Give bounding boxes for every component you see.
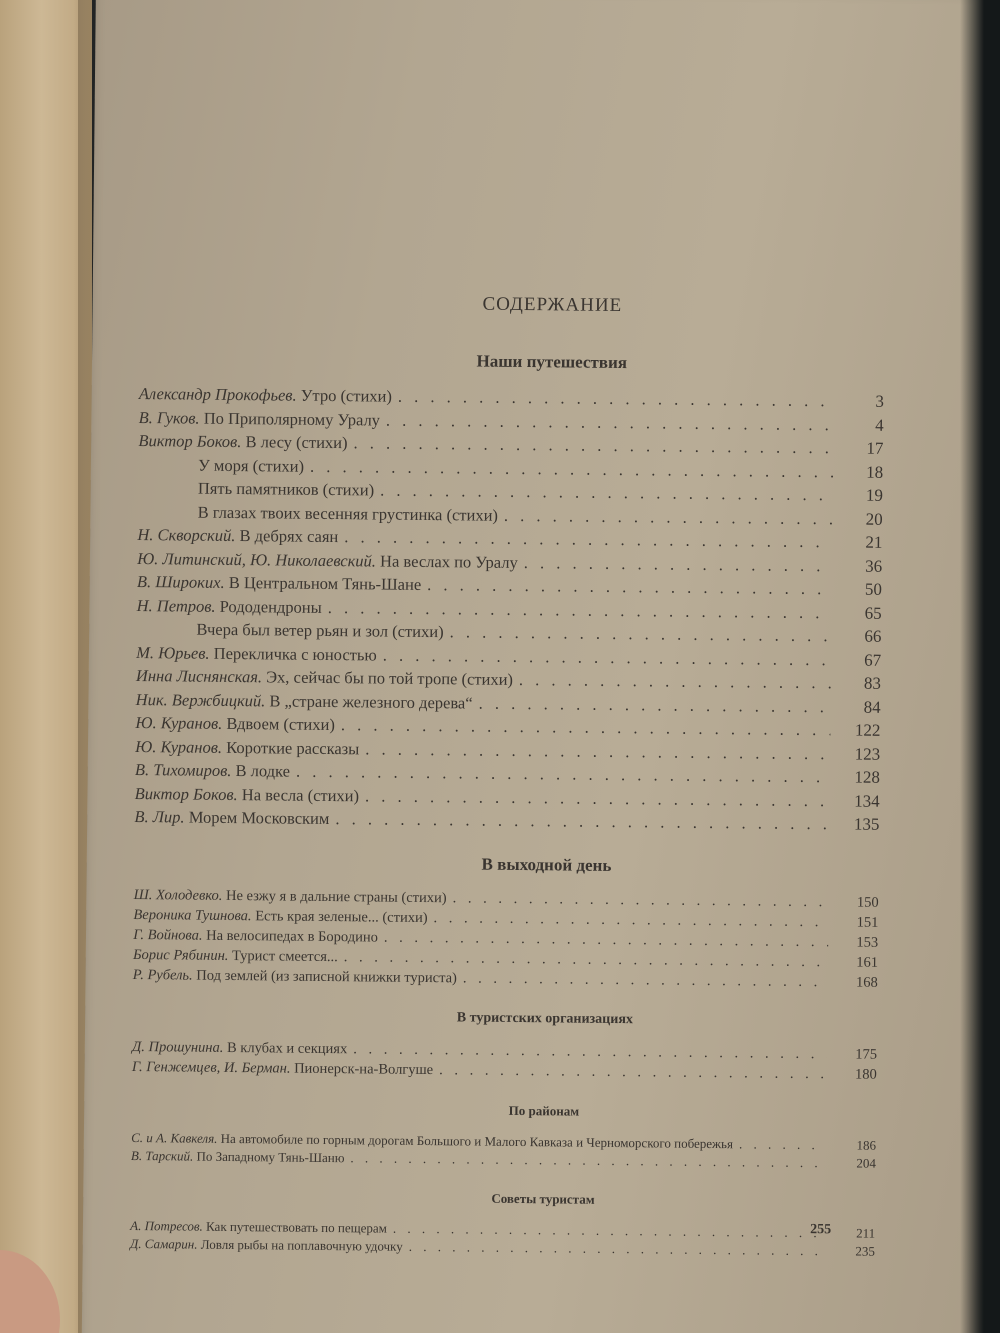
entry-title: Вчера был ветер рьян и зол (стихи) <box>196 619 444 642</box>
leader-dots <box>739 1135 826 1154</box>
entry-author: Г. Генжемцев, И. Берман. <box>131 1058 291 1077</box>
entry-title: У моря (стихи) <box>198 455 305 476</box>
entry-author: Ю. Куранов. <box>135 736 223 757</box>
entry-page: 17 <box>866 438 884 458</box>
entry-title: На велосипедах в Бородино <box>206 927 378 946</box>
entry-page: 128 <box>854 767 881 787</box>
entry-title: В глазах твоих весенняя грустинка (стихи) <box>197 502 499 525</box>
entry-author: Р. Рубель. <box>132 966 193 984</box>
entry-page: 123 <box>854 744 881 764</box>
entry-title: Турист смеется... <box>231 947 338 965</box>
entry-page: 65 <box>864 603 882 623</box>
entry-page: 186 <box>856 1137 877 1153</box>
entry-author: Виктор Боков. <box>134 783 238 804</box>
entry-page: 151 <box>856 914 879 931</box>
entry-author: В. Лир. <box>134 806 185 827</box>
entry-author: Г. Войнова. <box>133 926 203 944</box>
entry-page: 180 <box>854 1066 877 1083</box>
entry-page: 211 <box>856 1225 876 1241</box>
entry-page: 122 <box>854 720 881 740</box>
background-shadow <box>960 0 1000 1333</box>
entry-author: Виктор Боков. <box>138 430 242 452</box>
entry-page: 168 <box>855 974 878 991</box>
entry-title: В Центральном Тянь-Шане <box>228 572 422 594</box>
entry-author: Ю. Литинский, Ю. Николаевский. <box>137 548 377 570</box>
entry-title: Вдвоем (стихи) <box>226 713 335 735</box>
entry-author: Ник. Вержбицкий. <box>135 689 266 710</box>
entry-title: По Приполярному Уралу <box>203 408 381 430</box>
entry-author: В. Тарский. <box>130 1147 194 1164</box>
entry-title: Ловля рыбы на поплавочную удочку <box>200 1236 403 1254</box>
entry-page: 150 <box>856 894 879 911</box>
toc-list <box>131 1128 876 1172</box>
leader-dots <box>409 1237 825 1259</box>
entry-page: 135 <box>853 814 880 834</box>
entry-author: Д. Прошунина. <box>131 1038 224 1056</box>
entry-title: Пять памятников (стихи) <box>197 478 375 500</box>
toc-list <box>133 884 879 992</box>
entry-author: Д. Самарин. <box>129 1235 198 1252</box>
entry-title: На веслах по Уралу <box>380 551 518 572</box>
entry-page: 3 <box>875 391 884 411</box>
entry-title: Эх, сейчас бы по той тропе (стихи) <box>266 667 514 689</box>
entry-author: Н. Скворский. <box>137 524 236 546</box>
entry-title: Не езжу я в дальние страны (стихи) <box>225 887 447 906</box>
entry-title: В клубах и секциях <box>226 1039 348 1057</box>
entry-page: 134 <box>854 791 880 811</box>
leader-dots <box>439 1060 827 1084</box>
entry-title: По Западному Тянь-Шаню <box>196 1148 345 1165</box>
entry-page: 153 <box>856 934 879 951</box>
entry-page: 36 <box>865 556 883 576</box>
entry-title: Под землей (из записной книжки туриста) <box>196 967 458 986</box>
entry-title: Есть края зеленые... (стихи) <box>255 907 428 926</box>
entry-page: 175 <box>855 1046 878 1063</box>
entry-page: 21 <box>865 532 883 552</box>
entry-author: Александр Прокофьев. <box>138 383 297 405</box>
entry-page: 20 <box>865 509 883 529</box>
entry-page: 4 <box>875 415 884 435</box>
toc-list <box>130 1216 875 1260</box>
leader-dots <box>350 1149 826 1172</box>
entry-page: 67 <box>864 650 882 670</box>
entry-page: 204 <box>856 1155 876 1171</box>
entry-author: В. Тихомиров. <box>134 759 232 780</box>
entry-title: Морем Московским <box>188 807 330 829</box>
section-title: В туристских организациях <box>456 1009 634 1027</box>
entry-author: А. Потресов. <box>130 1217 203 1234</box>
entry-title: В лесу (стихи) <box>245 432 348 453</box>
leader-dots <box>463 968 828 992</box>
entry-author: Ю. Куранов. <box>135 712 223 733</box>
section-title: Советы туристам <box>491 1190 595 1207</box>
entry-title: В дебрях саян <box>239 526 339 547</box>
entry-page: 19 <box>865 485 883 505</box>
leader-dots <box>504 503 833 530</box>
entry-author: Вероника Тушнова. <box>133 906 252 924</box>
entry-author: Ш. Холодевко. <box>133 886 223 904</box>
entry-author: Борис Рябинин. <box>132 946 229 964</box>
section-title: Наши путешествия <box>476 351 628 373</box>
entry-title: На автомобиле по горным дорогам Большого и Малого Кавказа и Черноморского побережья <box>220 1130 734 1151</box>
entry-title: В „стране железного дерева“ <box>269 690 473 713</box>
entry-title: На весла (стихи) <box>241 784 360 805</box>
section-title: По районам <box>508 1102 580 1119</box>
entry-title: Рододендроны <box>219 596 322 617</box>
entry-title: В лодке <box>235 761 291 781</box>
entry-page: 161 <box>856 954 879 971</box>
entry-page: 50 <box>864 579 883 599</box>
leader-dots <box>519 668 831 695</box>
entry-title: Короткие рассказы <box>226 737 360 758</box>
entry-title: Перекличка с юностью <box>213 643 377 664</box>
entry-page: 83 <box>863 673 882 693</box>
entry-page: 235 <box>855 1243 876 1259</box>
entry-page: 18 <box>866 462 884 482</box>
page-number: 255 <box>810 1222 832 1238</box>
entry-title: Утро (стихи) <box>300 385 393 406</box>
toc-list <box>132 1036 877 1084</box>
leader-dots <box>335 807 829 836</box>
entry-author: В. Широких. <box>136 571 225 592</box>
entry-title: Как путешествовать по пещерам <box>206 1218 388 1236</box>
toc-list <box>134 382 884 836</box>
entry-author: Инна Лиснянская. <box>135 665 263 687</box>
leader-dots <box>524 551 833 578</box>
entry-page: 66 <box>864 626 882 646</box>
entry-author: М. Юрьев. <box>136 642 210 663</box>
section-title: В выходной день <box>481 854 612 875</box>
entry-title: Пионерск-на-Волгуше <box>294 1060 434 1078</box>
entry-author: С. и А. Кавкеля. <box>131 1129 218 1146</box>
entry-author: В. Гуков. <box>138 407 200 428</box>
entry-page: 84 <box>863 697 881 717</box>
entry-author: Н. Петров. <box>136 595 216 616</box>
contents-heading: СОДЕРЖАНИЕ <box>482 293 623 317</box>
table-of-contents <box>130 290 885 1282</box>
